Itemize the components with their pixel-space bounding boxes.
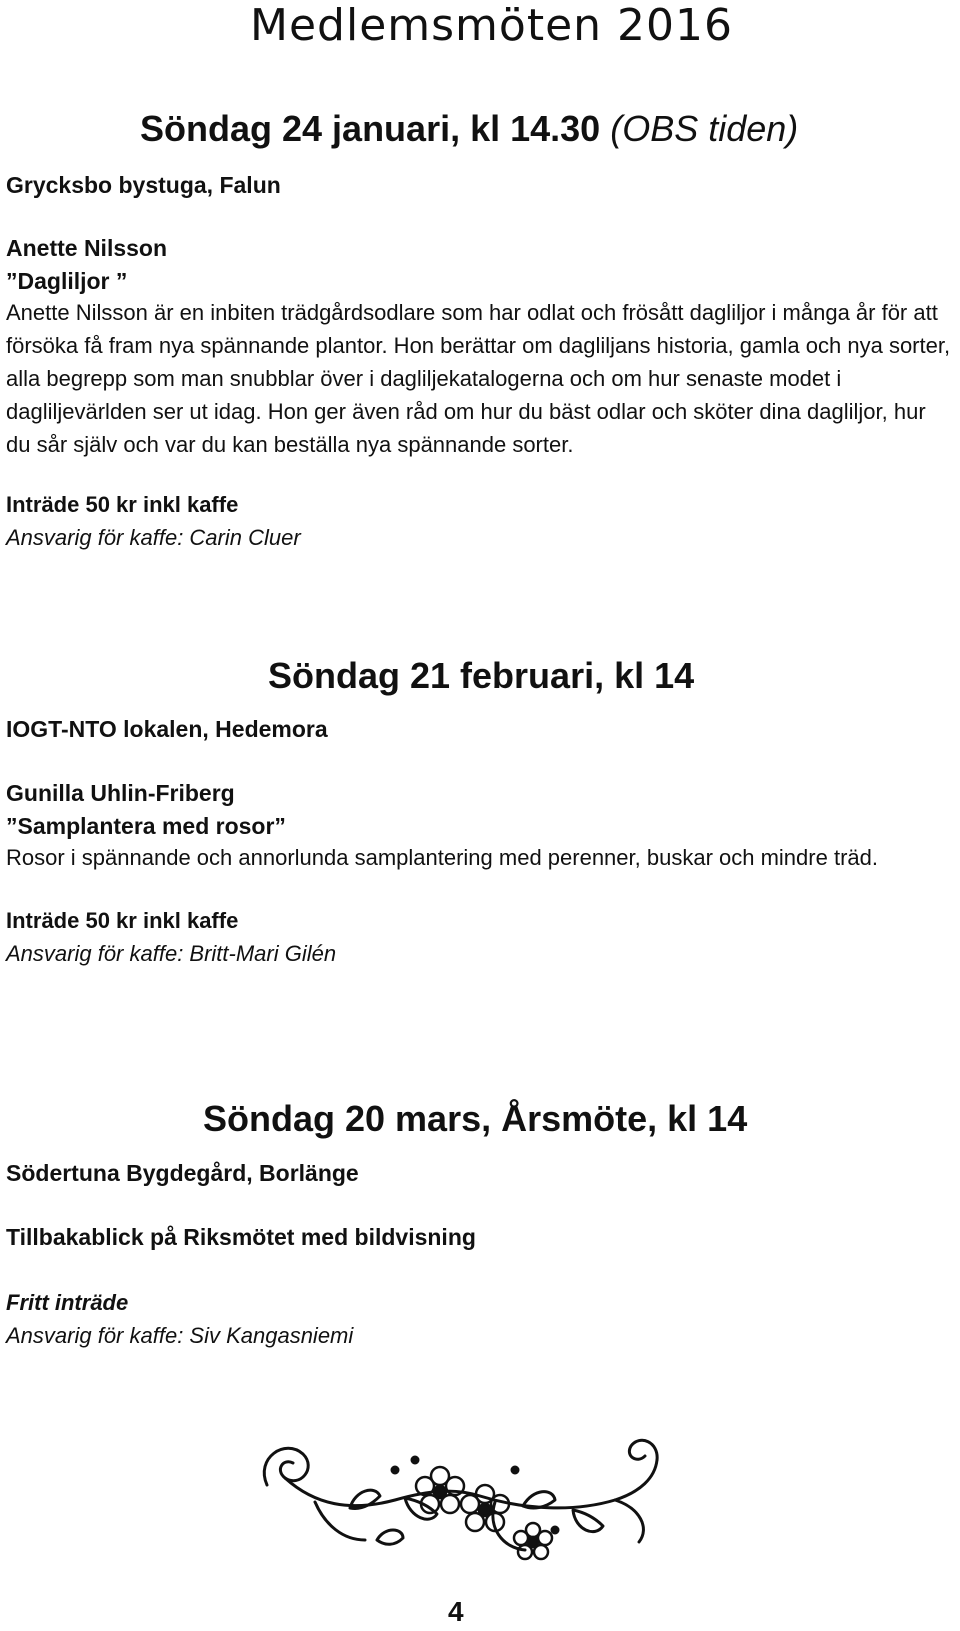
event-3-coffee: Ansvarig för kaffe: Siv Kangasniemi — [6, 1323, 354, 1348]
event-3-location: Södertuna Bygdegård, Borlänge — [6, 1160, 359, 1186]
event-3-fee: Fritt inträde — [6, 1290, 129, 1315]
event-1-date-note: (OBS tiden) — [610, 108, 799, 149]
event-2-talk: ”Samplantera med rosor” — [6, 813, 286, 839]
event-1-description: Anette Nilsson är en inbiten trädgårdsodlare som har odlat och frösått dagliljor i många år för att försöka få fram nya spännande plantor. Hon berättar om dagliljans historia, gamla och nya sorter, alla begrepp som man snubblar över i dagliljekatalogerna och om hur senaste modet i dagliljevärlden ser ut idag. Hon ger även råd om hur du bäst odlar och sköter dina dagliljor, hur du sår själv och var du kan beställa nya spännande sorter. — [6, 300, 951, 457]
event-2-location: IOGT-NTO lokalen, Hedemora — [6, 716, 328, 742]
floral-vine-icon — [255, 1430, 675, 1565]
event-1-date-main: Söndag 24 januari, kl 14.30 — [140, 108, 601, 149]
page-title: Medlemsmöten 2016 — [250, 0, 733, 51]
event-1-fee: Inträde 50 kr inkl kaffe — [6, 492, 239, 517]
event-2-fee: Inträde 50 kr inkl kaffe — [6, 908, 239, 933]
event-3-date: Söndag 20 mars, Årsmöte, kl 14 — [203, 1098, 748, 1139]
event-1-date — [140, 108, 798, 150]
event-1-talk: ”Dagliljor ” — [6, 268, 128, 294]
event-3-talk: Tillbakablick på Riksmötet med bildvisning — [6, 1224, 476, 1250]
event-2-description: Rosor i spännande och annorlunda samplantering med perenner, buskar och mindre träd. — [6, 845, 878, 870]
event-2-speaker: Gunilla Uhlin-Friberg — [6, 780, 235, 806]
event-1-location: Grycksbo bystuga, Falun — [6, 172, 281, 198]
page-number: 4 — [448, 1596, 464, 1627]
event-1-coffee: Ansvarig för kaffe: Carin Cluer — [6, 525, 301, 550]
event-2-coffee: Ansvarig för kaffe: Britt-Mari Gilén — [6, 941, 337, 966]
event-2-date: Söndag 21 februari, kl 14 — [268, 655, 695, 696]
event-1-speaker: Anette Nilsson — [6, 235, 168, 261]
